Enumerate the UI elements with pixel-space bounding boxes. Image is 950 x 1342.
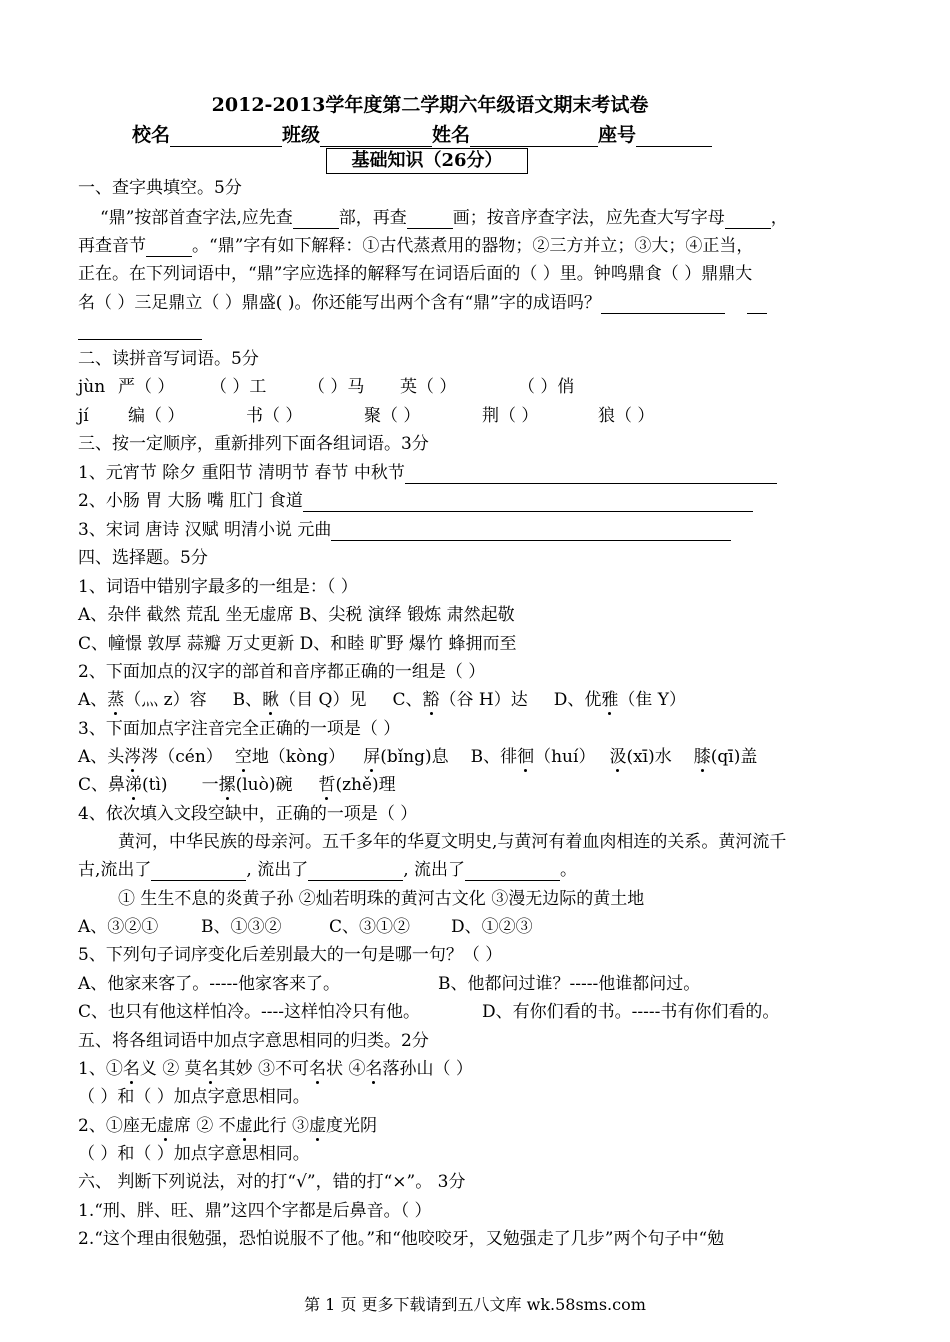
text: 此行 ③ <box>252 1116 310 1136</box>
s5-q2 <box>78 1115 377 1137</box>
blank-idiom-1[interactable] <box>601 295 725 314</box>
s5-q1-answer: （ ）和（ ）加点字意思相同。 <box>78 1087 310 1107</box>
s3-q2 <box>78 490 753 512</box>
word-item: 狼（ ） <box>598 406 655 426</box>
text: 。 <box>560 860 578 880</box>
dotted-char: 名 <box>201 1059 219 1079</box>
s1-line5 <box>78 318 202 340</box>
s1-line3: 正在。在下列词语中，“鼎”字应选择的解释写在词语后面的（ ）里。钟鸣鼎食（ ）鼎鼎大 <box>78 264 753 284</box>
s2-row2 <box>78 405 654 427</box>
word-item: 荆（ ） <box>482 406 539 426</box>
dotted-char: 空 <box>234 747 252 767</box>
answer-blank[interactable] <box>303 493 753 512</box>
class-label: 班级 <box>282 124 321 146</box>
text: 其妙 ③不可 <box>218 1059 310 1079</box>
s5-heading: 五、将各组词语中加点字意思相同的归类。2分 <box>78 1031 429 1051</box>
s3-heading: 三、按一定顺序，重新排列下面各组词语。3分 <box>78 434 429 454</box>
word-item: 书（ ） <box>246 406 303 426</box>
text: 2、小肠 胃 大肠 嘴 肛门 食道 <box>78 491 303 511</box>
text: (tì) <box>142 775 168 795</box>
word-item: （ ）马 <box>308 377 365 397</box>
option: B、他都问过谁？-----他谁都问过。 <box>438 974 701 994</box>
text: （隹 Y） <box>618 690 687 710</box>
school-blank[interactable] <box>170 128 282 147</box>
s4-heading: 四、选择题。5分 <box>78 548 208 568</box>
s3-q3 <box>78 519 731 541</box>
dotted-char: 汲 <box>609 747 627 767</box>
s2-heading: 二、读拼音写词语。5分 <box>78 349 259 369</box>
text: D、优 <box>553 690 602 710</box>
pinyin: jí <box>78 406 89 426</box>
text: 1、① <box>78 1059 123 1079</box>
text: “鼎”按部首查字法,应先查 <box>100 208 293 228</box>
text: (zhě)理 <box>335 775 396 795</box>
name-label: 姓名 <box>432 124 471 146</box>
text: 落孙山（ ） <box>382 1059 473 1079</box>
s4-q4-passage-2 <box>78 859 577 881</box>
s4-q4: 4、依次填入文段空缺中，正确的一项是（ ） <box>78 804 418 824</box>
text: 度光阴 <box>326 1116 378 1136</box>
s5-q1 <box>78 1058 473 1080</box>
blank-1[interactable] <box>151 862 246 881</box>
s6-q1: 1.“刑、胖、旺、鼎”这四个字都是后鼻音。（ ） <box>78 1201 432 1221</box>
s4-q4-passage-1: 黄河，中华民族的母亲河。五千多年的华夏文明史,与黄河有着血肉相连的关系。黄河流千 <box>118 832 787 852</box>
page-footer: 第 1 页 更多下载请到五八文库 wk.58sms.com <box>304 1295 646 1314</box>
text: B、徘 <box>470 747 518 767</box>
s3-q1 <box>78 462 777 484</box>
dotted-char: 涔 <box>124 747 142 767</box>
dotted-char: 涕 <box>125 775 143 795</box>
s4-q1: 1、词语中错别字最多的一组是：（ ） <box>78 577 358 597</box>
text: 再查音节 <box>78 236 146 256</box>
dotted-char: 瞅 <box>262 690 280 710</box>
dotted-char: 哲 <box>318 775 336 795</box>
s4-q2: 2、下面加点的汉字的部首和音序都正确的一组是（ ） <box>78 662 486 682</box>
blank-idiom-2b[interactable] <box>78 321 202 340</box>
s4-q3-options-c <box>78 774 396 796</box>
seat-blank[interactable] <box>636 128 712 147</box>
text: A、头 <box>78 747 125 767</box>
dotted-char: 膝 <box>693 747 711 767</box>
answer-blank[interactable] <box>405 465 777 484</box>
text: 席 ② 不 <box>173 1116 236 1136</box>
s1-line4 <box>78 292 767 314</box>
blank-3[interactable] <box>465 862 560 881</box>
dotted-char: 名 <box>365 1059 383 1079</box>
text: 。“鼎”字有如下解释：①古代蒸煮用的器物；②三方并立；③大；④正当， <box>192 236 754 256</box>
word-item: 英（ ） <box>400 377 457 397</box>
text: 画；按音序查字法，应先查大写字母 <box>452 208 725 228</box>
blank-2[interactable] <box>308 862 403 881</box>
s4-q5-options-cd <box>78 1001 779 1023</box>
dotted-char: 虚 <box>235 1116 253 1136</box>
s4-q4-options <box>78 916 533 938</box>
blank-syllable[interactable] <box>146 238 192 257</box>
text: 1、元宵节 除夕 重阳节 清明节 春节 中秋节 <box>78 463 405 483</box>
text: 2、①座无 <box>78 1116 157 1136</box>
word-item: 严（ ） <box>118 377 175 397</box>
s1-line1 <box>100 207 788 229</box>
exam-title: 2012-2013学年度第二学期六年级语文期末考试卷 <box>211 94 649 116</box>
word-item: （ ）俏 <box>518 377 575 397</box>
option: D、有你们看的书。-----书有你们看的。 <box>482 1002 780 1022</box>
dotted-char: 名 <box>122 1059 140 1079</box>
dotted-char: 名 <box>309 1059 327 1079</box>
s4-q5: 5、下列句子词序变化后差别最大的一句是哪一句？（ ） <box>78 945 503 965</box>
option: C、③①② <box>329 917 411 937</box>
text: , 流出了 <box>403 860 466 880</box>
text: C、 <box>392 690 423 710</box>
option: B、①③② <box>201 917 282 937</box>
s4-q3-options-ab <box>78 746 757 768</box>
text: ， <box>770 208 788 228</box>
dotted-char: 豁 <box>422 690 440 710</box>
text: （灬 z）容 <box>124 690 207 710</box>
dotted-char: 虚 <box>309 1116 327 1136</box>
text: 状 ④ <box>326 1059 366 1079</box>
text: (luò)碗 <box>235 775 293 795</box>
class-blank[interactable] <box>320 128 432 147</box>
text: 部，再查 <box>338 208 407 228</box>
answer-blank[interactable] <box>331 522 731 541</box>
blank-idiom-2a[interactable] <box>747 295 767 314</box>
s4-q1-options-cd: C、幢憬 敦厚 蒜瓣 万丈更新 D、和睦 旷野 爆竹 蜂拥而至 <box>78 634 517 654</box>
option: C、也只有他这样怕冷。----这样怕冷只有他。 <box>78 1002 420 1022</box>
blank-letter[interactable] <box>725 210 771 229</box>
dotted-char: 屏 <box>363 747 381 767</box>
word-item: （ ）工 <box>210 377 267 397</box>
s2-row1 <box>78 376 574 398</box>
s4-q4-phrases: ① 生生不息的炎黄子孙 ②灿若明珠的黄河古文化 ③漫无边际的黄土地 <box>118 889 645 909</box>
text: C、鼻 <box>78 775 126 795</box>
s4-q2-options <box>78 689 686 711</box>
dotted-char: 雅 <box>601 690 619 710</box>
seat-label: 座号 <box>598 124 637 146</box>
text: 3、宋词 唐诗 汉赋 明清小说 元曲 <box>78 520 332 540</box>
text: （目 Q）见 <box>279 690 367 710</box>
pinyin: jùn <box>78 377 106 397</box>
text: 古,流出了 <box>78 860 152 880</box>
text: （谷 H）达 <box>439 690 528 710</box>
school-label: 校名 <box>132 124 171 146</box>
text: 涔（cén） <box>141 747 223 767</box>
s4-q3: 3、下面加点字注音完全正确的一项是（ ） <box>78 719 401 739</box>
text: (bǐng)息 <box>380 747 449 767</box>
student-info-line <box>132 120 712 147</box>
dotted-char: 蒸 <box>107 690 125 710</box>
s1-heading: 一、查字典填空。5分 <box>78 178 242 198</box>
text: (qī)盖 <box>710 747 758 767</box>
s1-line2 <box>78 235 753 257</box>
s6-q2: 2.“这个理由很勉强，恐怕说服不了他。”和“他咬咬牙，又勉强走了几步”两个句子中“勉 <box>78 1229 725 1249</box>
text: A、 <box>78 690 108 710</box>
section-box-basic-knowledge: 基础知识（26分） <box>326 148 528 174</box>
blank-radical[interactable] <box>293 210 339 229</box>
text: B、 <box>232 690 263 710</box>
text: 一 <box>201 775 219 795</box>
word-item: 聚（ ） <box>364 406 421 426</box>
text: 名（ ）三足鼎立（ ）鼎盛( )。你还能写出两个含有“鼎”字的成语吗？ <box>78 293 601 313</box>
text: （huí） <box>534 747 596 767</box>
text: , 流出了 <box>246 860 309 880</box>
option: A、他家来客了。-----他家客来了。 <box>78 974 340 994</box>
dotted-char: 摞 <box>218 775 236 795</box>
dotted-char: 徊 <box>517 747 535 767</box>
name-blank[interactable] <box>470 128 598 147</box>
s4-q1-options-ab: A、杂伴 截然 荒乱 坐无虚席 B、尖税 演绎 锻炼 肃然起敬 <box>78 605 515 625</box>
dotted-char: 虚 <box>156 1116 174 1136</box>
s4-q5-options-ab <box>78 973 700 995</box>
blank-strokes[interactable] <box>407 210 453 229</box>
text: 地（kòng） <box>251 747 346 767</box>
option: A、③②① <box>78 917 159 937</box>
s5-q2-answer: （ ）和（ ）加点字意思相同。 <box>78 1144 310 1164</box>
s6-heading: 六、 判断下列说法，对的打“√”，错的打“×”。 3分 <box>78 1172 466 1192</box>
text: 义 ② 莫 <box>139 1059 202 1079</box>
text: (xī)水 <box>626 747 672 767</box>
word-item: 编（ ） <box>128 406 185 426</box>
option: D、①②③ <box>451 917 533 937</box>
